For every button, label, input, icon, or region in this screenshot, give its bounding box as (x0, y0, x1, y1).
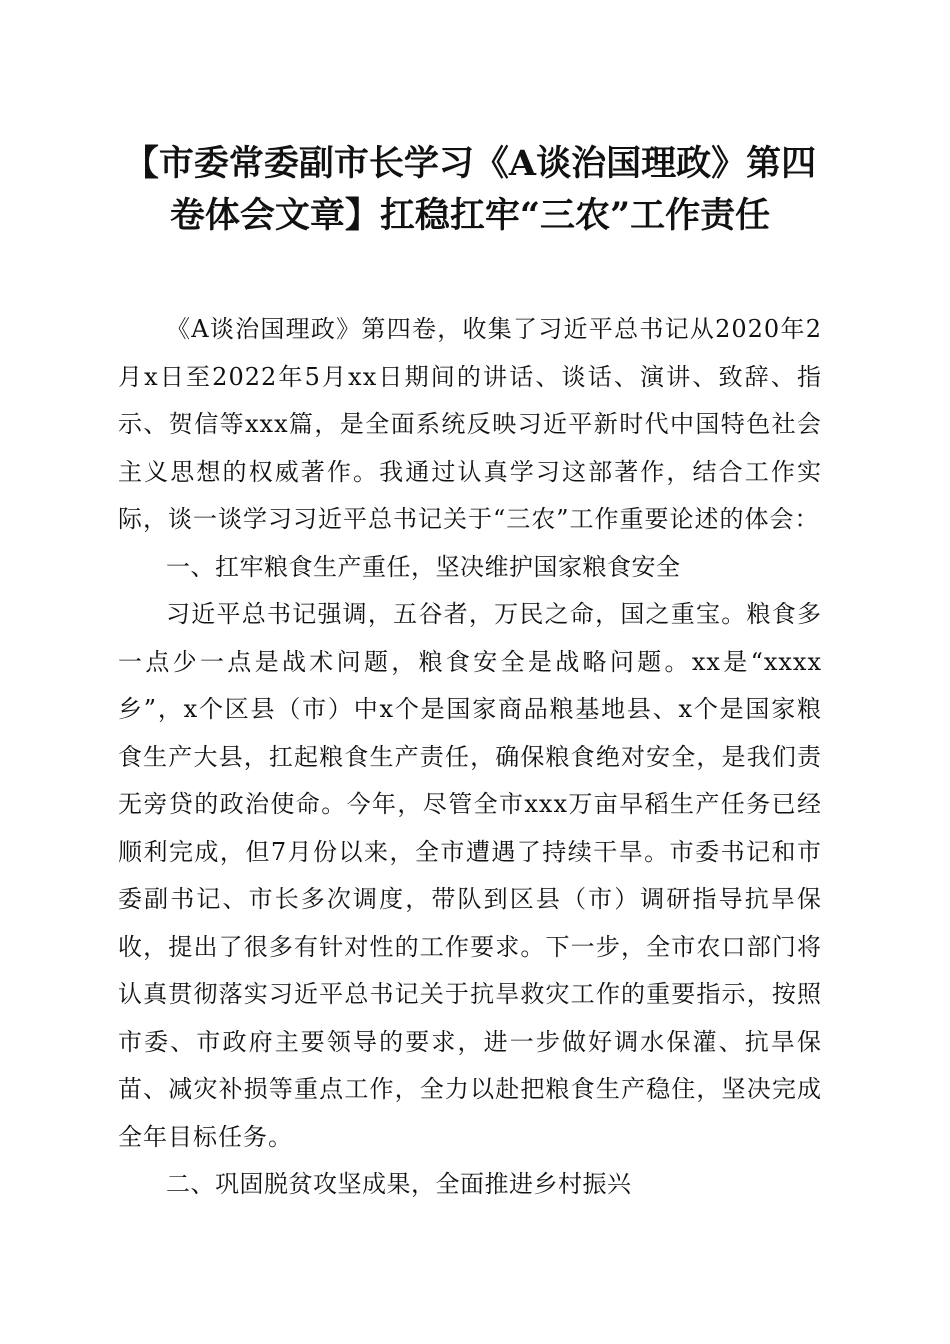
document-body (118, 306, 822, 1209)
title-line-1: 【市委常委副市长学习《A谈治国理政》第四 (123, 143, 817, 184)
title-line-2: 卷体会文章】扛稳扛牢“三农”工作责任 (169, 195, 771, 236)
section-1-heading: 一、扛牢粮食生产重任，坚决维护国家粮食安全 (166, 552, 681, 581)
intro-paragraph: 《A谈治国理政》第四卷，收集了习近平总书记从2020年2月x日至2022年5月xx日期间的讲话、谈话、演讲、致辞、指示、贺信等xxx篇，是全面系统反映习近平新时代中国特色社会主义思想的权威著作。我通过认真学习这部著作，结合工作实际，谈一谈学习习近平总书记关于“三农”工作重要论述的体会： (118, 315, 822, 533)
document-title (118, 138, 822, 242)
section-1-paragraph: 习近平总书记强调，五谷者，万民之命，国之重宝。粮食多一点少一点是战术问题，粮食安全是战略问题。xx是“xxxx乡”，x个区县（市）中x个是国家商品粮基地县、x个是国家粮食生产大县，扛起粮食生产责任，确保粮食绝对安全，是我们责无旁贷的政治使命。今年，尽管全市xxx万亩早稻生产任务已经顺利完成，但7月份以来，全市遭遇了持续干旱。市委书记和市委副书记、市长多次调度，带队到区县（市）调研指导抗旱保收，提出了很多有针对性的工作要求。下一步，全市农口部门将认真贯彻落实习近平总书记关于抗旱救灾工作的重要指示，按照市委、市政府主要领导的要求，进一步做好调水保灌、抗旱保苗、减灾补损等重点工作，全力以赴把粮食生产稳住，坚决完成全年目标任务。 (118, 600, 822, 1151)
section-2-heading: 二、巩固脱贫攻坚成果，全面推进乡村振兴 (166, 1170, 632, 1198)
